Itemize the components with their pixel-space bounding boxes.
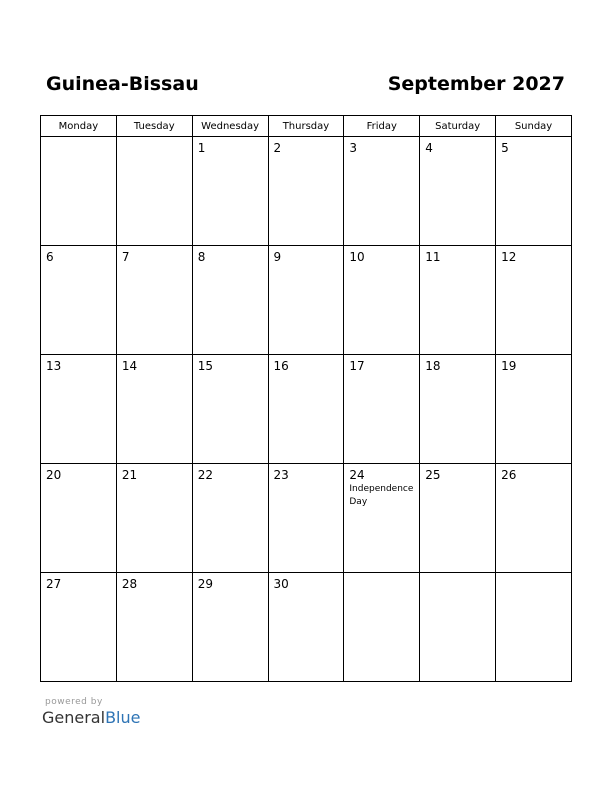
day-number: 10	[349, 250, 365, 264]
weekday-sunday: Sunday	[496, 116, 572, 137]
day-cell	[192, 246, 268, 355]
brand-general-text: General	[42, 708, 106, 727]
week-row	[41, 246, 572, 355]
weekday-friday: Friday	[344, 116, 420, 137]
day-number: 21	[121, 468, 138, 482]
day-cell	[344, 137, 420, 246]
day-number: 8	[197, 250, 206, 264]
day-cell	[420, 573, 496, 682]
day-number: 9	[273, 250, 282, 264]
day-cell	[192, 137, 268, 246]
day-number: 2	[273, 141, 282, 155]
day-cell	[192, 573, 268, 682]
day-cell	[268, 137, 344, 246]
day-cell	[344, 573, 420, 682]
day-cell	[192, 464, 268, 573]
day-cell	[344, 246, 420, 355]
month-year-title: September 2027	[387, 73, 565, 95]
day-cell	[41, 464, 117, 573]
generalblue-logo[interactable]	[42, 708, 140, 728]
day-cell	[268, 464, 344, 573]
day-cell	[116, 573, 192, 682]
day-cell	[496, 573, 572, 682]
day-cell	[268, 355, 344, 464]
day-number: 24	[349, 468, 365, 482]
weekday-thursday: Thursday	[268, 116, 344, 137]
day-number: 22	[197, 468, 213, 482]
day-number: 7	[121, 250, 130, 264]
week-row	[41, 137, 572, 246]
weekday-wednesday: Wednesday	[192, 116, 268, 137]
powered-by-label: powered by	[45, 697, 103, 707]
day-cell	[192, 355, 268, 464]
day-number: 26	[501, 468, 517, 482]
day-number: 19	[501, 359, 517, 373]
day-cell	[420, 246, 496, 355]
day-number: 11	[425, 250, 441, 264]
day-cell	[41, 137, 117, 246]
day-cell	[116, 464, 192, 573]
day-cell-holiday	[344, 464, 420, 573]
brand-blue-text: Blue	[105, 708, 141, 727]
day-number: 12	[501, 250, 517, 264]
day-number: 25	[425, 468, 441, 482]
day-cell	[420, 355, 496, 464]
day-number: 16	[273, 359, 289, 373]
day-number: 14	[121, 359, 138, 373]
holiday-label: Independence Day	[349, 484, 414, 507]
day-number: 27	[46, 577, 62, 591]
weekday-monday: Monday	[41, 116, 117, 137]
day-cell	[496, 246, 572, 355]
day-number: 5	[501, 141, 509, 155]
day-number: 20	[46, 468, 62, 482]
day-cell	[268, 246, 344, 355]
day-cell	[420, 137, 496, 246]
day-number: 1	[197, 141, 206, 155]
day-number: 6	[46, 250, 54, 264]
day-cell	[496, 355, 572, 464]
day-cell	[496, 464, 572, 573]
day-number: 23	[273, 468, 289, 482]
week-row	[41, 573, 572, 682]
day-number: 28	[121, 577, 138, 591]
day-number: 29	[197, 577, 213, 591]
day-cell	[268, 573, 344, 682]
day-cell	[41, 573, 117, 682]
calendar-grid	[40, 115, 572, 682]
day-number: 15	[197, 359, 213, 373]
day-cell	[116, 246, 192, 355]
country-title: Guinea-Bissau	[46, 73, 199, 95]
weekday-header-row	[41, 116, 572, 137]
day-cell	[496, 137, 572, 246]
day-cell	[41, 355, 117, 464]
day-number: 18	[425, 359, 441, 373]
weekday-tuesday: Tuesday	[116, 116, 192, 137]
day-number: 30	[273, 577, 289, 591]
day-number: 3	[349, 141, 358, 155]
day-number: 4	[425, 141, 433, 155]
day-cell	[344, 355, 420, 464]
day-number: 17	[349, 359, 365, 373]
day-cell	[41, 246, 117, 355]
day-cell	[116, 137, 192, 246]
day-cell	[116, 355, 192, 464]
day-cell	[420, 464, 496, 573]
week-row	[41, 355, 572, 464]
week-row	[41, 464, 572, 573]
day-number: 13	[46, 359, 62, 373]
weekday-saturday: Saturday	[420, 116, 496, 137]
